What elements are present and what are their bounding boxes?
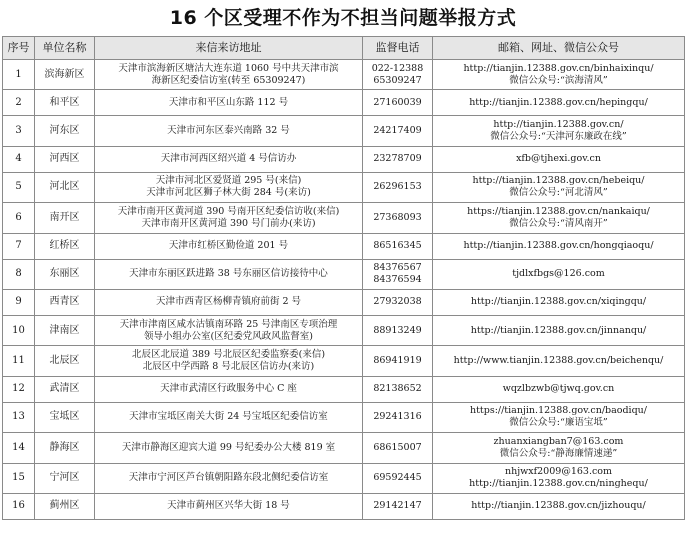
cell-address [95,146,363,172]
contact-line: https://tianjin.12388.gov.cn/nankaiqu/ [467,205,650,217]
phone-line: 27160039 [373,96,422,108]
cell-unit: 宁河区 [35,463,95,493]
contact-line: 微信公众号:“廉语宝坻” [509,417,608,429]
table-row [3,433,685,463]
contact-line: http://tianjin.12388.gov.cn/ [493,119,624,131]
cell-address [95,90,363,116]
cell-address [95,346,363,376]
address-line: 天津市东丽区跃进路 38 号东丽区信访接待中心 [129,268,328,280]
contact-line: http://www.tianjin.12388.gov.cn/beichenqu/ [453,355,664,367]
cell-phone [363,60,433,90]
address-line: 天津市蓟州区兴华大街 18 号 [167,500,290,512]
phone-line: 86941919 [373,355,422,367]
contact-line: http://tianjin.12388.gov.cn/binhaixinqu/ [463,62,654,74]
cell-unit: 南开区 [35,203,95,233]
table-row [3,203,685,233]
address-line: 天津市和平区山东路 112 号 [168,96,289,108]
cell-unit: 红桥区 [35,233,95,259]
phone-line: 23278709 [373,153,422,165]
contact-line: https://tianjin.12388.gov.cn/baodiqu/ [470,405,647,417]
cell-address [95,203,363,233]
cell-contact [433,315,685,345]
header-unit: 单位名称 [35,37,95,60]
contact-line: 微信公众号:“静海廉情速递” [499,447,618,459]
address-line: 天津市静海区迎宾大道 99 号纪委办公大楼 819 室 [121,441,336,453]
cell-serial: 2 [3,90,35,116]
contact-line: http://tianjin.12388.gov.cn/jizhouqu/ [471,500,646,512]
table-row [3,315,685,345]
cell-unit: 津南区 [35,315,95,345]
cell-unit: 和平区 [35,90,95,116]
address-line: 北辰区北辰道 389 号北辰区纪委监察委(来信) [131,349,326,361]
phone-line: 82138652 [373,383,422,395]
phone-line: 86516345 [373,240,422,252]
address-line: 天津市宁河区芦台镇朝阳路东段北侧纪委信访室 [128,472,329,484]
cell-contact [433,259,685,289]
cell-phone [363,146,433,172]
address-line: 天津市津南区咸水沽镇南环路 25 号津南区专项治理 [119,318,338,330]
phone-line: 29142147 [373,500,422,512]
cell-phone [363,433,433,463]
cell-serial: 14 [3,433,35,463]
cell-address [95,233,363,259]
cell-phone [363,172,433,202]
cell-contact [433,90,685,116]
address-line: 海新区纪委信访室(转至 65309247) [151,74,306,86]
cell-phone [363,315,433,345]
cell-contact [433,289,685,315]
cell-contact [433,233,685,259]
cell-serial: 1 [3,60,35,90]
cell-contact [433,60,685,90]
cell-address [95,60,363,90]
cell-serial: 12 [3,376,35,402]
cell-contact [433,146,685,172]
cell-unit: 静海区 [35,433,95,463]
cell-phone [363,402,433,432]
contact-line: http://tianjin.12388.gov.cn/ninghequ/ [469,478,648,490]
contact-line: 微信公众号:“天津河东廉政在线” [490,131,627,143]
cell-serial: 8 [3,259,35,289]
cell-unit: 北辰区 [35,346,95,376]
cell-phone [363,376,433,402]
cell-phone [363,116,433,146]
table-row [3,289,685,315]
cell-contact [433,402,685,432]
cell-unit: 宝坻区 [35,402,95,432]
phone-line: 022-12388 [371,62,424,74]
cell-serial: 7 [3,233,35,259]
table-row [3,402,685,432]
phone-line: 65309247 [373,74,422,86]
header-contact: 邮箱、网址、微信公众号 [433,37,685,60]
contact-line: nhjwxf2009@163.com [504,466,613,478]
page-title: 16 个区受理不作为不担当问题举报方式 [169,7,517,29]
contact-line: xfb@tjhexi.gov.cn [516,153,601,165]
phone-line: 26296153 [373,181,422,193]
cell-phone [363,289,433,315]
cell-address [95,376,363,402]
phone-line: 24217409 [373,125,422,137]
cell-serial: 5 [3,172,35,202]
cell-unit: 河西区 [35,146,95,172]
cell-serial: 3 [3,116,35,146]
contact-line: wqzlbzwb@tjwq.gov.cn [502,383,615,395]
cell-address [95,402,363,432]
cell-unit: 滨海新区 [35,60,95,90]
contact-line: zhuanxiangban7@163.com [493,435,624,447]
cell-contact [433,376,685,402]
cell-address [95,259,363,289]
table-row [3,172,685,202]
cell-phone [363,90,433,116]
report-table [2,36,685,520]
address-line: 天津市武清区行政服务中心 C 座 [160,383,297,395]
phone-line: 27932038 [373,296,422,308]
address-line: 天津市南开区黄河道 390 号门前办(来访) [141,217,316,229]
cell-contact [433,172,685,202]
cell-contact [433,433,685,463]
phone-line: 69592445 [373,472,422,484]
cell-address [95,315,363,345]
cell-phone [363,346,433,376]
cell-unit: 东丽区 [35,259,95,289]
cell-serial: 15 [3,463,35,493]
phone-line: 27368093 [373,211,422,223]
table-row [3,90,685,116]
contact-line: tjdlxfbgs@126.com [512,268,605,280]
phone-line: 68615007 [373,441,422,453]
cell-unit: 武清区 [35,376,95,402]
cell-contact [433,116,685,146]
cell-phone [363,259,433,289]
cell-serial: 11 [3,346,35,376]
table-row [3,60,685,90]
contact-line: http://tianjin.12388.gov.cn/hepingqu/ [469,96,648,108]
table-row [3,376,685,402]
cell-address [95,463,363,493]
cell-phone [363,203,433,233]
table-row [3,146,685,172]
contact-line: 微信公众号:“清风南开” [509,217,608,229]
address-line: 天津市宝坻区南关大街 24 号宝坻区纪委信访室 [129,411,328,423]
header-serial: 序号 [3,37,35,60]
address-line: 天津市红桥区勤俭道 201 号 [168,240,289,252]
cell-address [95,493,363,519]
cell-address [95,172,363,202]
contact-line: http://tianjin.12388.gov.cn/hebeiqu/ [472,175,645,187]
cell-serial: 9 [3,289,35,315]
address-line: 天津市河北区爱贤道 295 号(来信) [155,175,302,187]
cell-address [95,433,363,463]
contact-line: http://tianjin.12388.gov.cn/xiqingqu/ [470,296,647,308]
table-body [3,60,685,520]
cell-serial: 10 [3,315,35,345]
cell-address [95,289,363,315]
cell-contact [433,346,685,376]
phone-line: 88913249 [373,324,422,336]
cell-serial: 16 [3,493,35,519]
cell-serial: 4 [3,146,35,172]
table-row [3,259,685,289]
address-line: 天津市河西区绍兴道 4 号信访办 [160,153,297,165]
contact-line: 微信公众号:“河北清风” [509,187,608,199]
address-line: 天津市河北区狮子林大街 284 号(来访) [146,187,311,199]
cell-contact [433,493,685,519]
contact-line: 微信公众号:“滨海清风” [509,74,608,86]
header-phone: 监督电话 [363,37,433,60]
table-row [3,463,685,493]
cell-unit: 河东区 [35,116,95,146]
cell-unit: 西青区 [35,289,95,315]
cell-phone [363,233,433,259]
cell-contact [433,203,685,233]
cell-phone [363,463,433,493]
contact-line: http://tianjin.12388.gov.cn/jinnanqu/ [470,324,647,336]
cell-address [95,116,363,146]
header-address: 来信来访地址 [95,37,363,60]
phone-line: 84376594 [373,274,422,286]
address-line: 天津市西青区杨柳青镇府前街 2 号 [155,296,302,308]
phone-line: 84376567 [373,262,422,274]
address-line: 天津市滨海新区塘沽大连东道 1060 号中共天津市滨 [118,62,339,74]
table-row [3,233,685,259]
cell-serial: 13 [3,402,35,432]
cell-contact [433,463,685,493]
table-row [3,346,685,376]
phone-line: 29241316 [373,411,422,423]
contact-line: http://tianjin.12388.gov.cn/hongqiaoqu/ [463,240,654,252]
table-row [3,116,685,146]
table-row [3,493,685,519]
cell-unit: 河北区 [35,172,95,202]
cell-phone [363,493,433,519]
address-line: 北辰区中学西路 8 号北辰区信访办(来访) [142,361,315,373]
address-line: 领导小组办公室(区纪委党风政风监督室) [144,330,313,342]
address-line: 天津市河东区泰兴南路 32 号 [167,125,290,137]
address-line: 天津市南开区黄河道 390 号南开区纪委信访收(来信) [117,205,340,217]
cell-unit: 蓟州区 [35,493,95,519]
table-header-row [3,37,685,60]
cell-serial: 6 [3,203,35,233]
